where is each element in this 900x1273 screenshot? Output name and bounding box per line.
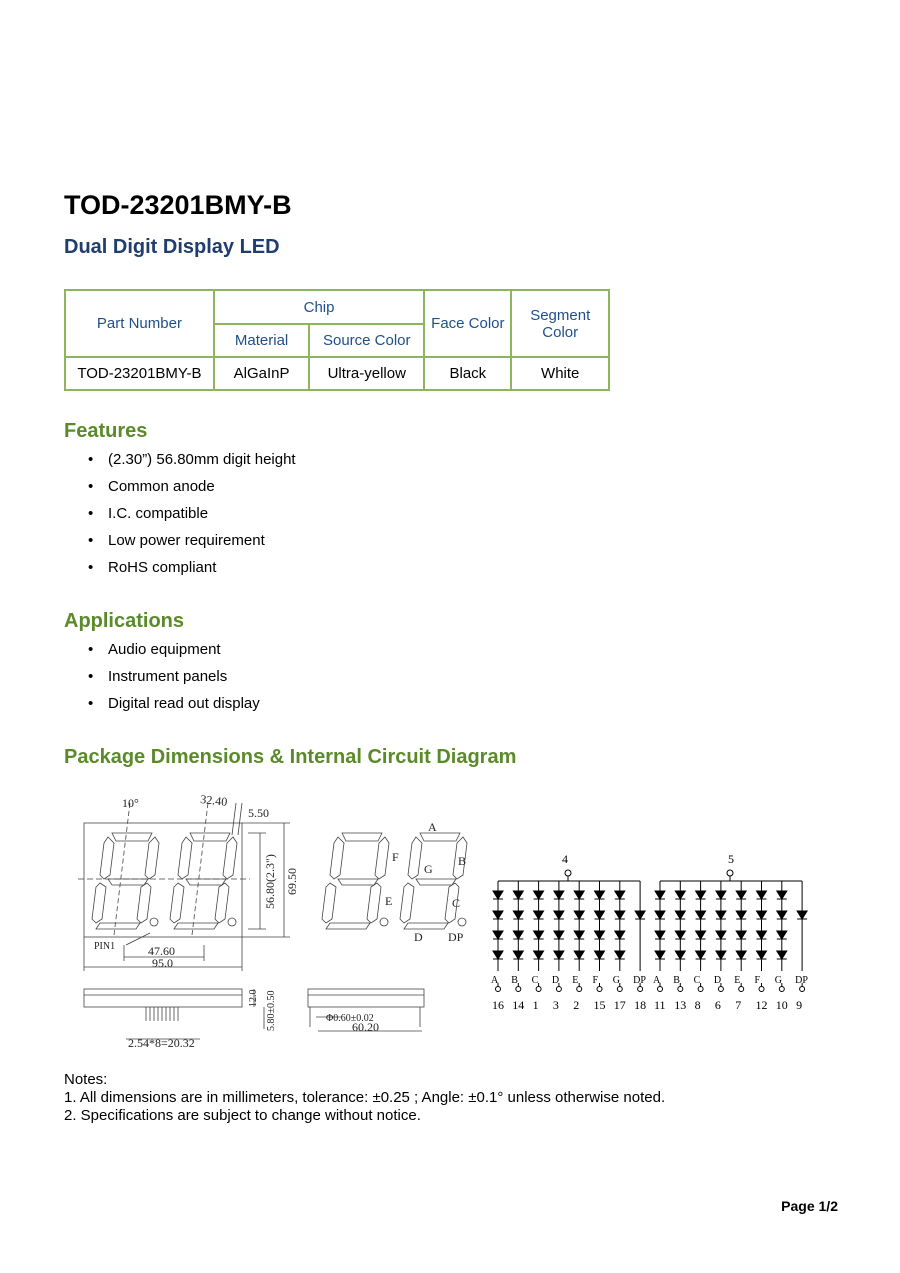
- digit-left: [92, 833, 159, 929]
- diode: [757, 911, 767, 919]
- diode: [777, 891, 787, 899]
- diode: [675, 891, 685, 899]
- pin-number: 6: [714, 998, 721, 1012]
- diode: [696, 951, 706, 959]
- diode: [595, 911, 605, 919]
- pin-terminal: [496, 987, 501, 992]
- segment-label: E: [572, 975, 579, 986]
- anode-terminal-1: [565, 870, 571, 876]
- dim-width: 95.0: [152, 956, 173, 970]
- page-title: TOD-23201BMY-B: [64, 190, 292, 220]
- segment-label: F: [754, 975, 761, 986]
- diode: [493, 931, 503, 939]
- seg-label-d: D: [414, 930, 423, 944]
- pin-number: 7: [735, 998, 742, 1012]
- diode: [635, 911, 645, 919]
- common-anode-pin-2: 5: [728, 852, 734, 866]
- pin-terminal: [779, 987, 784, 992]
- cell-face-color: Black: [424, 357, 511, 390]
- pin-terminal: [658, 987, 663, 992]
- cell-segment-color: White: [511, 357, 609, 390]
- pin-terminal: [800, 987, 805, 992]
- seg-label-c: C: [452, 896, 461, 910]
- diode: [655, 891, 665, 899]
- dim-lead-dia: Φ0.60±0.02: [326, 1013, 374, 1024]
- note-line: 2. Specifications are subject to change without notice.: [64, 1107, 421, 1124]
- diode: [554, 951, 564, 959]
- pin-number: 18: [634, 998, 647, 1012]
- seg-label-a: A: [428, 820, 437, 834]
- diode: [615, 911, 625, 919]
- diode: [696, 891, 706, 899]
- applications-list: [88, 641, 260, 722]
- segment-label: A: [653, 975, 661, 986]
- dim-pin-pitch: 2.54*8=20.32: [128, 1036, 195, 1050]
- pin-terminal: [698, 987, 703, 992]
- diode: [797, 911, 807, 919]
- spec-table: [64, 289, 610, 391]
- diode: [777, 951, 787, 959]
- header-face-color: Face Color: [424, 290, 511, 357]
- diode: [554, 931, 564, 939]
- pin-terminal: [739, 987, 744, 992]
- diode: [655, 931, 665, 939]
- diode: [675, 911, 685, 919]
- pin-number: 15: [593, 998, 606, 1012]
- diode: [675, 931, 685, 939]
- diode: [493, 891, 503, 899]
- diode: [716, 931, 726, 939]
- notes: [64, 1071, 665, 1125]
- anode-terminal-2: [727, 870, 733, 876]
- list-item: • (2.30”) 56.80mm digit height: [88, 451, 296, 478]
- diode: [513, 931, 523, 939]
- dim-digit-height: 56.80(2.3"): [263, 854, 277, 909]
- pin-number: 8: [694, 998, 701, 1012]
- pin-number: 3: [552, 998, 559, 1012]
- diode: [736, 891, 746, 899]
- header-part-number: Part Number: [65, 290, 214, 357]
- dim-height: 69.50: [285, 868, 299, 895]
- segment-label: E: [734, 975, 741, 986]
- segment-label: A: [491, 975, 499, 986]
- diode: [595, 931, 605, 939]
- note-line: 1. All dimensions are in millimeters, tolerance: ±0.25 ; Angle: ±0.1° unless otherwise noted.: [64, 1089, 666, 1106]
- diode: [595, 951, 605, 959]
- list-item: • I.C. compatible: [88, 505, 296, 532]
- diode: [716, 891, 726, 899]
- list-item: • Digital read out display: [88, 695, 260, 722]
- page-subtitle: Dual Digit Display LED: [64, 236, 280, 258]
- seg-label-b: B: [458, 854, 467, 868]
- diode: [534, 911, 544, 919]
- pin-terminal: [516, 987, 521, 992]
- diode: [696, 931, 706, 939]
- segment-label: DP: [795, 975, 808, 986]
- segment-label: DP: [633, 975, 646, 986]
- diode: [696, 911, 706, 919]
- notes-heading: Notes:: [64, 1071, 108, 1088]
- diode: [615, 891, 625, 899]
- dim-seg-width: 5.50: [248, 806, 269, 820]
- pin-number: 2: [573, 998, 580, 1012]
- package-drawing: [60, 785, 500, 1055]
- seg-label-e: E: [385, 894, 393, 908]
- cell-part-number: TOD-23201BMY-B: [65, 357, 214, 390]
- diode: [595, 891, 605, 899]
- dim-width-inner: 47.60: [148, 944, 175, 958]
- pin-terminal: [617, 987, 622, 992]
- segment-label: B: [511, 975, 518, 986]
- cell-source-color: Ultra-yellow: [309, 357, 424, 390]
- segment-label: G: [774, 975, 783, 986]
- diode: [513, 911, 523, 919]
- header-material: Material: [214, 324, 309, 357]
- pin-terminal: [556, 987, 561, 992]
- pin-number: 16: [492, 998, 504, 1012]
- segment-label: D: [551, 975, 560, 986]
- digit-right: [170, 833, 237, 929]
- list-item: • Instrument panels: [88, 668, 260, 695]
- pin-number: 11: [654, 998, 666, 1012]
- diode: [574, 951, 584, 959]
- list-item: • Low power requirement: [88, 532, 296, 559]
- segment-label: C: [693, 975, 701, 986]
- page-number: Page 1/2: [781, 1198, 838, 1214]
- diode: [736, 911, 746, 919]
- features-list: [88, 451, 296, 586]
- diode: [777, 911, 787, 919]
- diode: [655, 951, 665, 959]
- diode: [736, 931, 746, 939]
- dim-pitch: 32.40: [199, 792, 229, 809]
- diode: [493, 951, 503, 959]
- diode: [777, 931, 787, 939]
- list-item: • Audio equipment: [88, 641, 260, 668]
- segment-label: B: [673, 975, 680, 986]
- pin-number: 13: [674, 998, 687, 1012]
- circuit-diagram: [480, 845, 820, 1025]
- pin-number: 10: [775, 998, 788, 1012]
- pin-terminal: [638, 987, 643, 992]
- dim-thickness: 12.0: [248, 989, 259, 1007]
- header-source-color: Source Color: [309, 324, 424, 357]
- segment-label: G: [612, 975, 621, 986]
- pin-terminal: [597, 987, 602, 992]
- diode: [716, 911, 726, 919]
- diode: [574, 931, 584, 939]
- features-heading: Features: [64, 420, 148, 442]
- pin-terminal: [718, 987, 723, 992]
- diode: [513, 891, 523, 899]
- segment-label-digits: [322, 833, 389, 929]
- segment-label: D: [713, 975, 722, 986]
- pin-terminal: [678, 987, 683, 992]
- diode: [513, 951, 523, 959]
- pin-number: 12: [755, 998, 768, 1012]
- pin-number: 17: [613, 998, 626, 1012]
- diode: [757, 891, 767, 899]
- pin-number: 14: [512, 998, 525, 1012]
- diode: [615, 951, 625, 959]
- dim-depth: 60.20: [352, 1020, 379, 1034]
- diode: [736, 951, 746, 959]
- diode: [655, 911, 665, 919]
- diode: [675, 951, 685, 959]
- pin-terminal: [536, 987, 541, 992]
- seg-label-dp: DP: [448, 930, 464, 944]
- pin1-label: PIN1: [94, 941, 116, 952]
- cell-material: AlGaInP: [214, 357, 309, 390]
- diode: [554, 911, 564, 919]
- diode: [574, 911, 584, 919]
- pin-terminal: [577, 987, 582, 992]
- pin-terminal: [759, 987, 764, 992]
- applications-heading: Applications: [64, 610, 185, 632]
- diode: [493, 911, 503, 919]
- pin-number: 9: [796, 998, 803, 1012]
- seg-label-g: G: [424, 862, 433, 876]
- diode: [574, 891, 584, 899]
- diode: [615, 931, 625, 939]
- dim-lead-len: 5.80±0.50: [266, 990, 277, 1031]
- diode: [534, 891, 544, 899]
- header-segment-color: Segment Color: [511, 290, 609, 357]
- segment-label: C: [531, 975, 539, 986]
- diode: [534, 951, 544, 959]
- seg-label-f: F: [392, 850, 399, 864]
- header-chip: Chip: [214, 290, 424, 324]
- pin-number: 1: [532, 998, 539, 1012]
- list-item: • Common anode: [88, 478, 296, 505]
- diode: [757, 951, 767, 959]
- diode: [534, 931, 544, 939]
- diode: [716, 951, 726, 959]
- list-item: • RoHS compliant: [88, 559, 296, 586]
- common-anode-pin-1: 4: [562, 852, 568, 866]
- diode: [757, 931, 767, 939]
- dim-angle: 10°: [122, 796, 139, 810]
- segment-label: F: [592, 975, 599, 986]
- diode: [554, 891, 564, 899]
- package-heading: Package Dimensions & Internal Circuit Diagram: [64, 746, 517, 768]
